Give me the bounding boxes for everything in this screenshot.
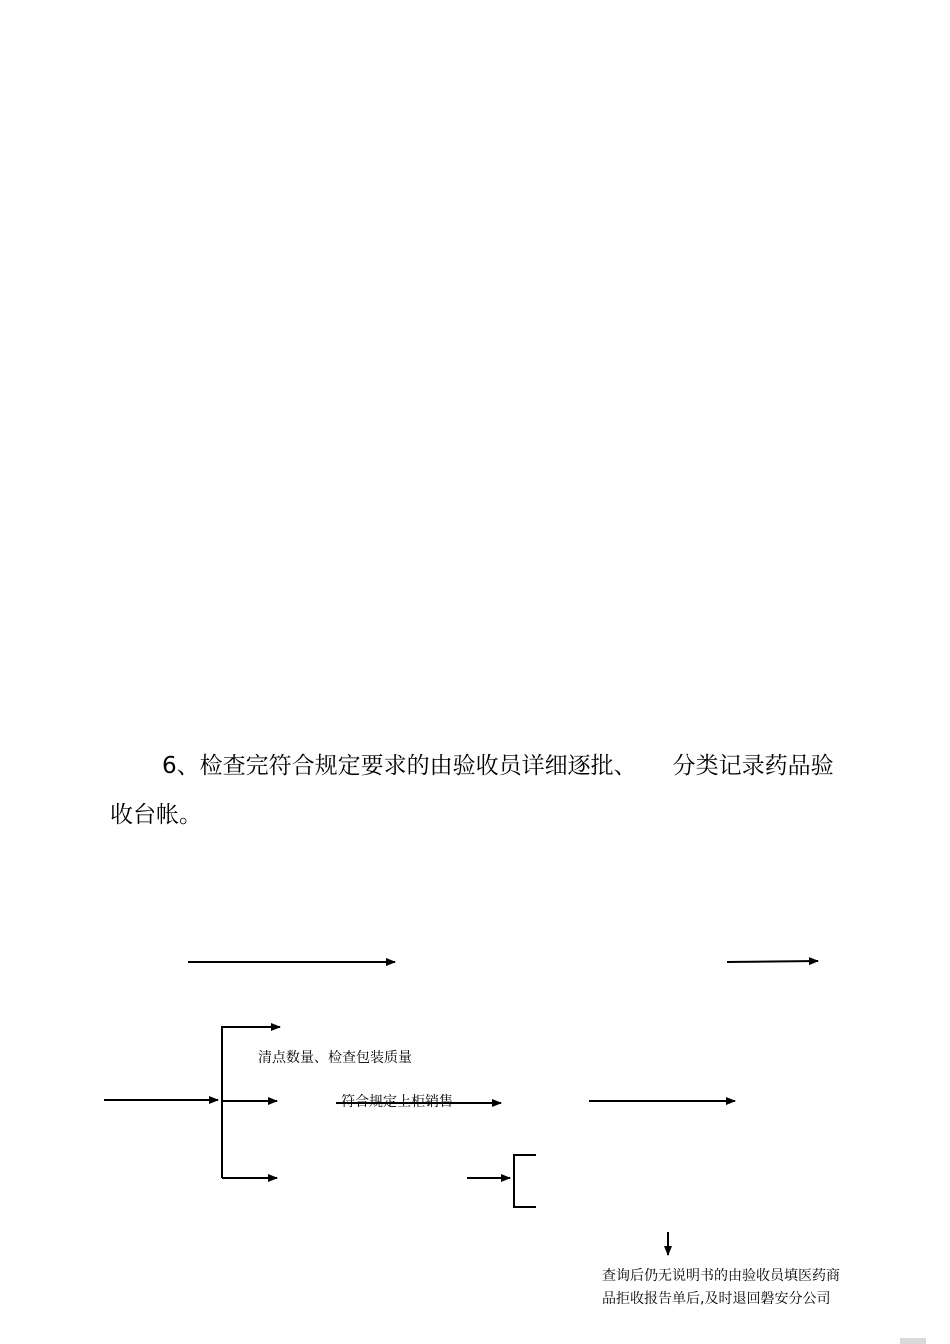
arrow-top-right	[727, 961, 818, 962]
flow-label-count-check: 清点数量、检查包装质量	[258, 1050, 412, 1066]
paragraph-text-part1: 6、检查完符合规定要求的由验收员详细逐批、	[162, 753, 637, 779]
paragraph-text-part2: 分类记录药品验	[672, 753, 834, 779]
flow-label-compliant: 符合规定上柜销售	[341, 1094, 453, 1110]
flow-note-line2: 品拒收报告单后,及时退回磐安分公司	[602, 1291, 831, 1307]
flow-note	[602, 1265, 862, 1311]
bracket	[514, 1155, 536, 1207]
flow-note-line1: 查询后仍无说明书的由验收员填医药商	[602, 1268, 840, 1284]
page-corner-mark	[900, 1338, 926, 1344]
paragraph-text-line2: 收台帐。	[110, 802, 202, 828]
